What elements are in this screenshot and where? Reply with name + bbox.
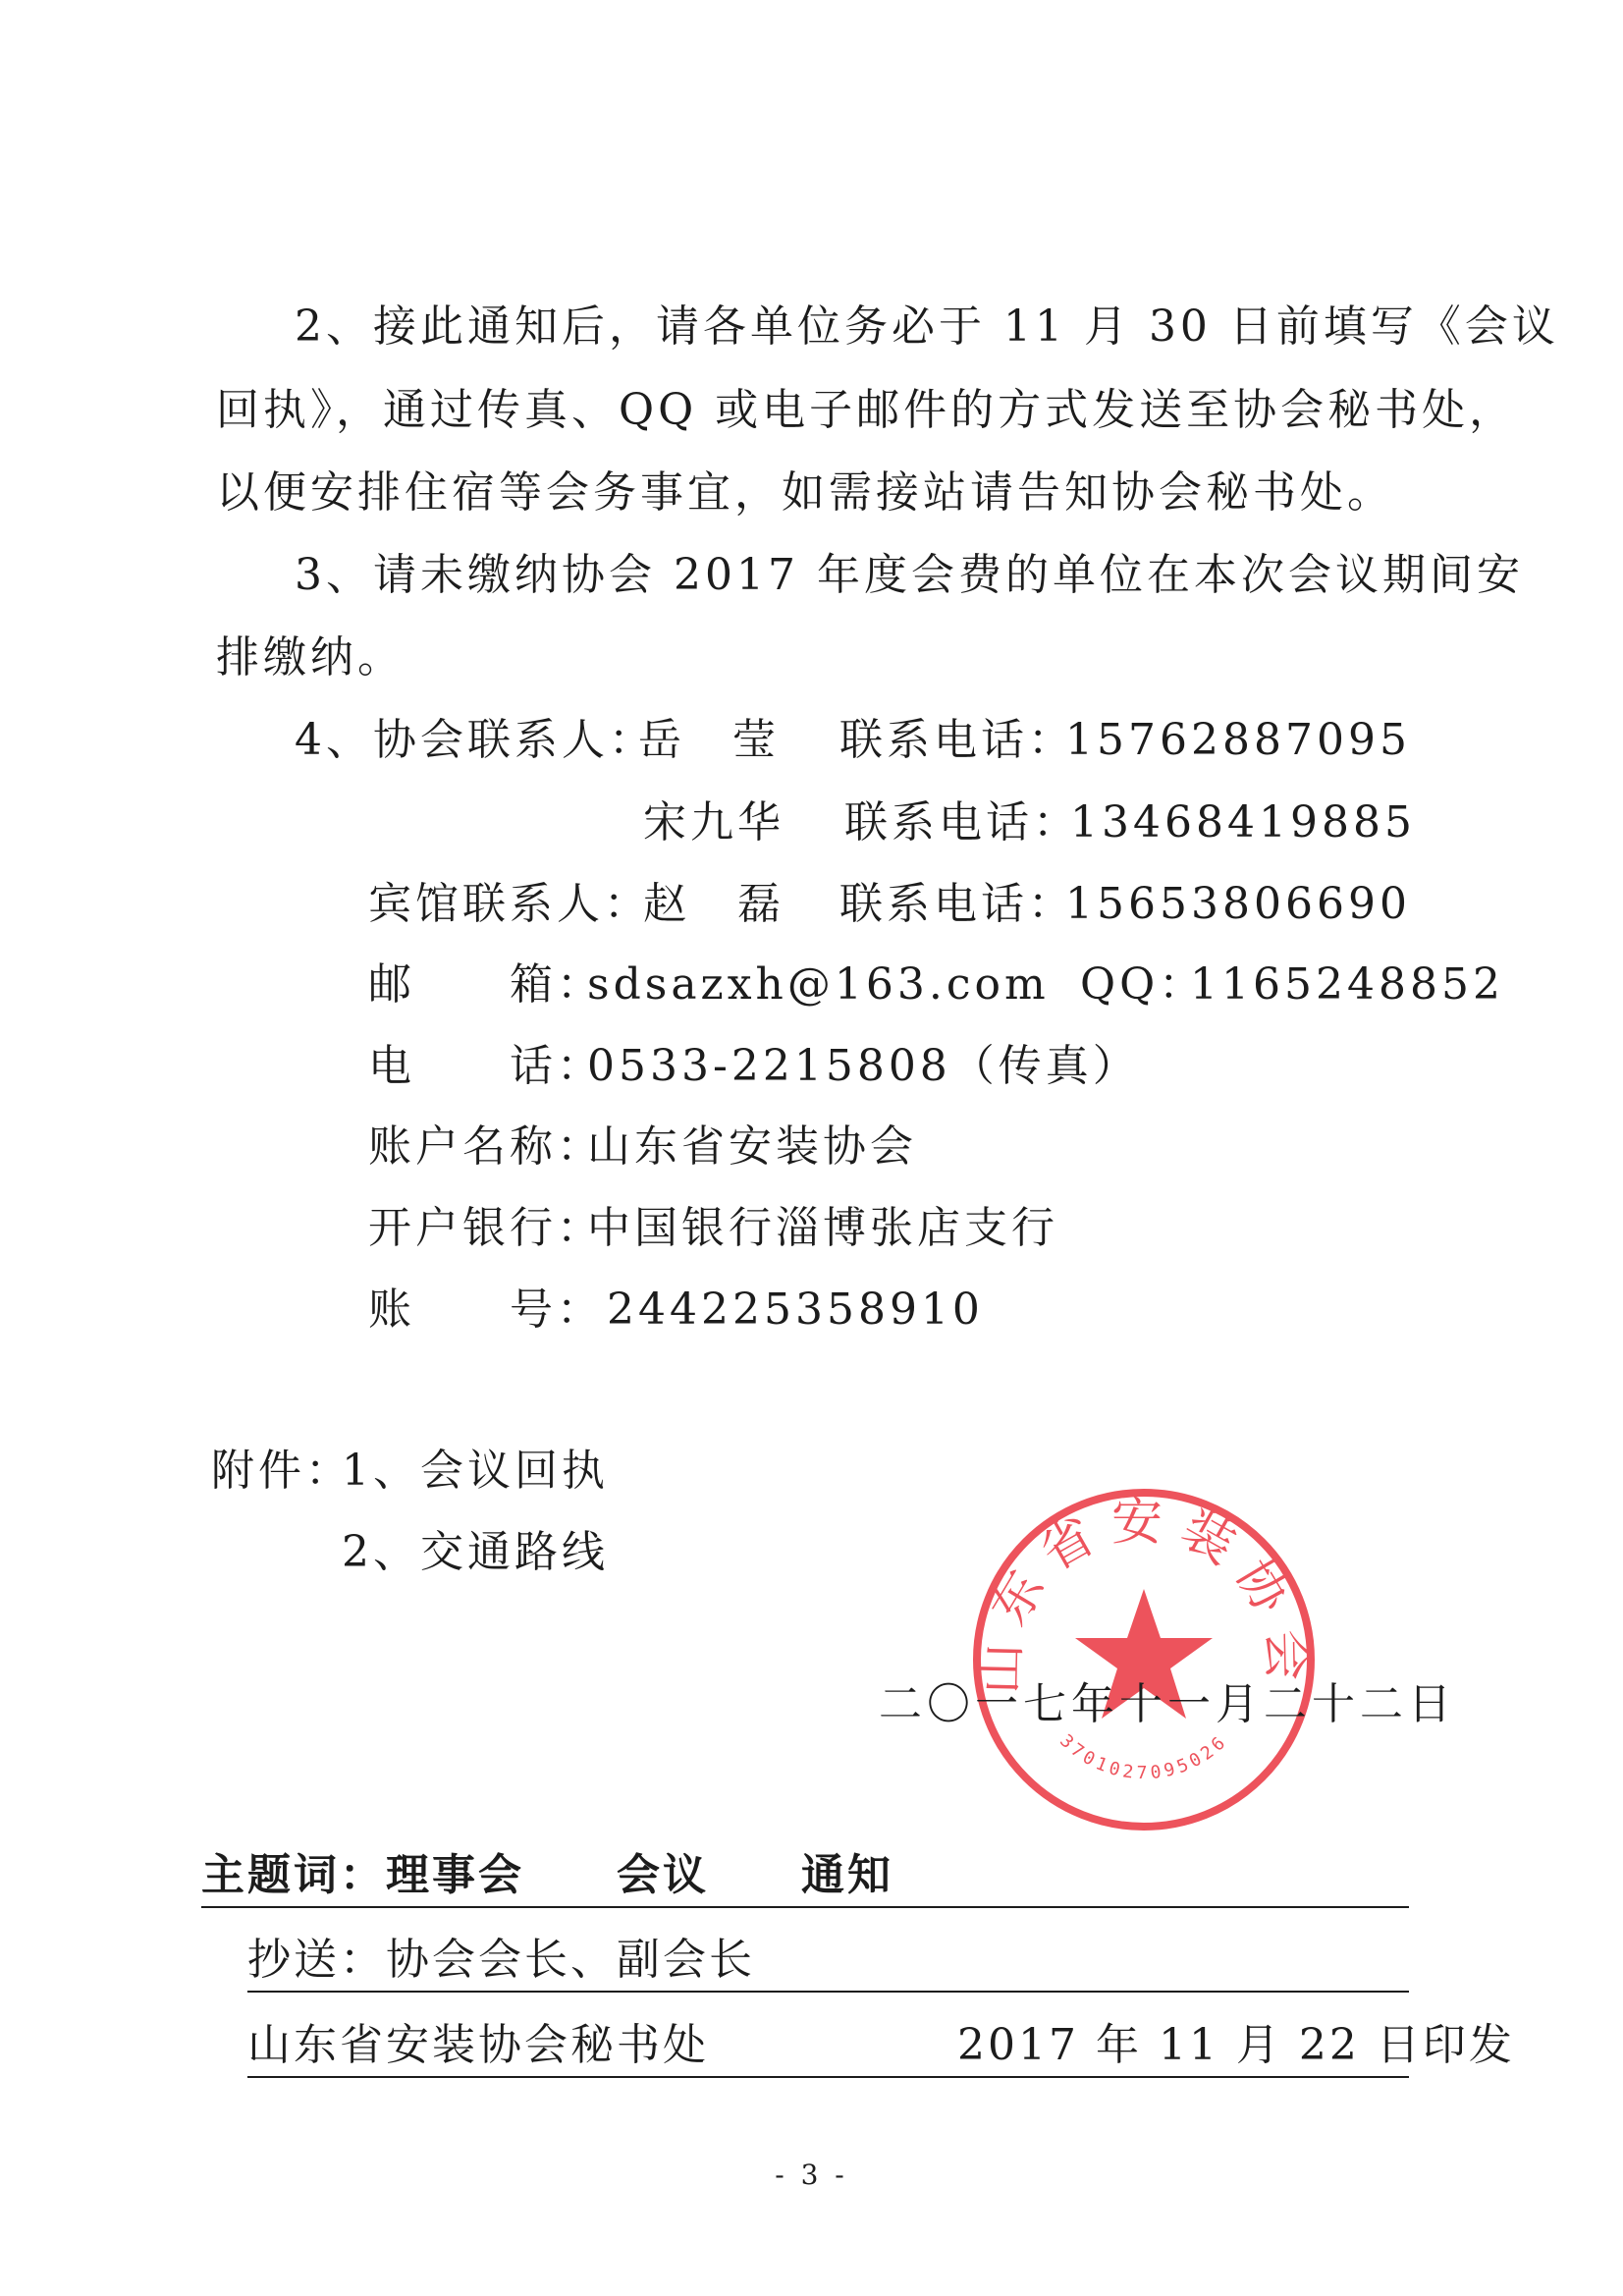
assoc-contact-label: 4、协会联系人： [295,715,656,765]
hotel-tel: 15653806690 [1065,879,1411,929]
hotel-tel-label: 联系电话： [839,879,1075,929]
attachment-item-2: 2、交通路线 [342,1527,609,1577]
assoc-tel-2: 13468419885 [1070,797,1416,847]
cc-divider [247,1991,1409,1993]
official-seal [967,1483,1321,1836]
assoc-tel-1: 15762887095 [1065,715,1411,765]
email-label: 邮 箱： [368,959,604,1010]
account-no-label: 账 号： [368,1285,604,1335]
page-number: - 3 - [775,2159,848,2191]
email-value: sdsazxh@163.com [587,959,1050,1010]
subject-keywords: 主题词：理事会 会议 通知 [201,1850,893,1900]
issue-date: 2017 年 11 月 22 日印发 [957,2020,1515,2070]
assoc-tel-label-1: 联系电话： [839,715,1075,765]
para2-line1: 2、接此通知后，请各单位务必于 11 月 30 日前填写《会议 [295,301,1559,352]
issuer: 山东省安装协会秘书处 [247,2020,709,2070]
seal-name-text: 山东省安装协会 [971,1493,1317,1695]
account-no-value: 244225358910 [607,1285,984,1335]
seal-code-text: 3701027095026 [1055,1730,1232,1784]
hotel-contact-label: 宾馆联系人： [368,879,651,929]
document-date: 二〇一七年十一月二十二日 [879,1679,1456,1729]
para3-line1: 3、请未缴纳协会 2017 年度会费的单位在本次会议期间安 [295,550,1524,600]
assoc-contact-name-1: 岳 莹 [638,715,780,765]
subject-divider [201,1906,1409,1908]
qq-value: 1165248852 [1190,959,1504,1010]
assoc-contact-name-2: 宋九华 [643,797,784,847]
para3-line2: 排缴纳。 [216,632,405,683]
bank-value: 中国银行淄博张店支行 [587,1203,1058,1253]
bank-label: 开户银行： [368,1203,604,1253]
para2-line2: 回执》，通过传真、QQ 或电子邮件的方式发送至协会秘书处， [216,385,1517,435]
attachment-item-1: 1、会议回执 [342,1446,609,1496]
account-name-value: 山东省安装协会 [587,1121,917,1172]
account-name-label: 账户名称： [368,1121,604,1172]
hotel-contact-name: 赵 磊 [643,879,784,929]
assoc-tel-label-2: 联系电话： [844,797,1080,847]
qq-label: QQ： [1080,959,1207,1010]
cc-line: 抄送：协会会长、副会长 [247,1935,755,1985]
attachments-label: 附件： [211,1446,352,1496]
phone-value: 0533-2215808（传真） [587,1041,1140,1091]
issuer-divider [247,2076,1409,2078]
para2-line3: 以便安排住宿等会务事宜，如需接站请告知协会秘书处。 [216,467,1394,518]
phone-label: 电 话： [368,1041,604,1091]
